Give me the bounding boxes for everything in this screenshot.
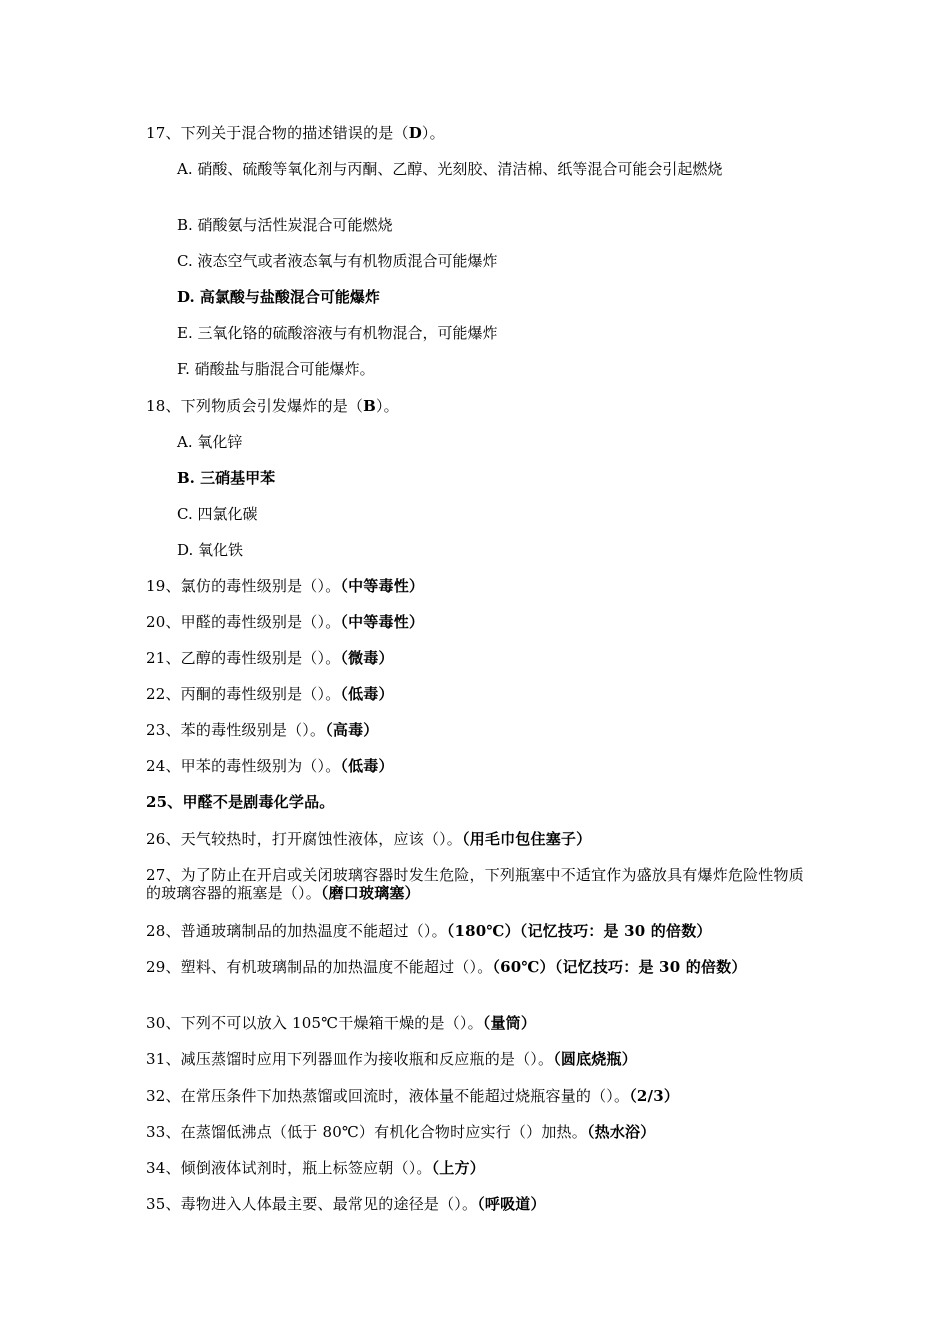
question-text: 17、下列关于混合物的描述错误的是（ (146, 124, 409, 142)
answer: （180℃）（记忆技巧：是 30 的倍数） (446, 922, 712, 940)
question-text: 18、下列物质会引发爆炸的是（ (146, 397, 364, 415)
answer: （中等毒性） (340, 577, 425, 595)
answer: （高毒） (325, 721, 379, 739)
question-31 (146, 1050, 810, 1068)
answer: B (363, 397, 376, 415)
answer: （微毒） (340, 649, 394, 667)
question-text: 22、丙酮的毒性级别是（）。 (146, 685, 341, 703)
option-18-d (177, 541, 810, 559)
answer: D (408, 124, 422, 142)
option-text: C. 四氯化碳 (177, 505, 258, 523)
question-32 (146, 1087, 810, 1105)
question-23 (146, 721, 810, 739)
question-text-end: ）。 (375, 397, 399, 415)
question-34 (146, 1159, 810, 1177)
option-17-d-answer (177, 288, 810, 306)
answer: （中等毒性） (340, 613, 425, 631)
option-17-e (177, 324, 810, 342)
question-22 (146, 685, 810, 703)
question-30 (146, 1014, 810, 1032)
question-text: 21、乙醇的毒性级别是（）。 (146, 649, 341, 667)
option-text: C. 液态空气或者液态氧与有机物质混合可能爆炸 (177, 252, 498, 270)
question-text: 24、甲苯的毒性级别为（）。 (146, 757, 341, 775)
option-text: D. 高氯酸与盐酸混合可能爆炸 (177, 288, 380, 306)
option-17-b (177, 216, 810, 234)
question-text: 29、塑料、有机玻璃制品的加热温度不能超过（）。 (146, 958, 493, 976)
answer: （低毒） (340, 685, 394, 703)
question-text: 20、甲醛的毒性级别是（）。 (146, 613, 341, 631)
question-text: 31、减压蒸馏时应用下列器皿作为接收瓶和反应瓶的是（）。 (146, 1050, 554, 1068)
question-text: 35、毒物进入人体最主要、最常见的途径是（）。 (146, 1195, 478, 1213)
option-text: B. 硝酸氨与活性炭混合可能燃烧 (177, 216, 393, 234)
answer: （热水浴） (586, 1123, 656, 1141)
question-24 (146, 757, 810, 775)
answer: （呼吸道） (477, 1195, 546, 1213)
question-text: 25、甲醛不是剧毒化学品。 (146, 793, 335, 811)
question-21 (146, 649, 810, 667)
question-20 (146, 613, 810, 631)
question-35 (146, 1195, 810, 1213)
option-text: E. 三氧化铬的硫酸溶液与有机物混合，可能爆炸 (177, 324, 498, 342)
question-text: 26、天气较热时，打开腐蚀性液体，应该（）。 (146, 830, 462, 848)
question-29 (146, 958, 810, 976)
question-text: 34、倾倒液体试剂时，瓶上标签应朝（）。 (146, 1159, 432, 1177)
question-text-end: ）。 (421, 124, 445, 142)
answer: （2/3） (629, 1087, 680, 1105)
answer: （低毒） (340, 757, 394, 775)
option-18-b-answer (177, 469, 810, 487)
option-text: F. 硝酸盐与脂混合可能爆炸。 (177, 360, 375, 378)
option-17-c (177, 252, 810, 270)
question-27 (146, 866, 810, 902)
question-text: 28、普通玻璃制品的加热温度不能超过（）。 (146, 922, 447, 940)
option-text: A. 硝酸、硫酸等氧化剂与丙酮、乙醇、光刻胶、清洁棉、纸等混合可能会引起燃烧 (177, 160, 723, 178)
answer: （60℃）（记忆技巧：是 30 的倍数） (492, 958, 747, 976)
option-17-f (177, 360, 810, 378)
option-text: D. 氧化铁 (177, 541, 244, 559)
answer: （上方） (431, 1159, 485, 1177)
question-26 (146, 830, 810, 848)
question-text: 32、在常压条件下加热蒸馏或回流时，液体量不能超过烧瓶容量的（）。 (146, 1087, 630, 1105)
option-text: A. 氧化锌 (177, 433, 243, 451)
question-25 (146, 793, 810, 811)
answer: （用毛巾包住塞子） (462, 830, 592, 848)
option-18-a (177, 433, 810, 451)
question-text: 27、为了防止在开启或关闭玻璃容器时发生危险，下列瓶塞中不适宜作为盛放具有爆炸危险性物质的玻璃容器的瓶塞是（）。 (146, 866, 804, 902)
question-17 (146, 124, 810, 142)
option-18-c (177, 505, 810, 523)
question-33 (146, 1123, 810, 1141)
answer: （量筒） (482, 1014, 537, 1032)
option-17-a (177, 160, 810, 178)
question-text: 19、氯仿的毒性级别是（）。 (146, 577, 341, 595)
question-19 (146, 577, 810, 595)
answer: （圆底烧瓶） (553, 1050, 637, 1068)
question-18 (146, 397, 810, 415)
question-text: 23、苯的毒性级别是（）。 (146, 721, 326, 739)
question-text: 33、在蒸馏低沸点（低于 80℃）有机化合物时应实行（）加热。 (146, 1123, 587, 1141)
option-text: B. 三硝基甲苯 (177, 469, 276, 487)
question-28 (146, 922, 810, 940)
question-text: 30、下列不可以放入 105℃干燥箱干燥的是（）。 (146, 1014, 483, 1032)
answer: （磨口玻璃塞） (320, 884, 420, 902)
